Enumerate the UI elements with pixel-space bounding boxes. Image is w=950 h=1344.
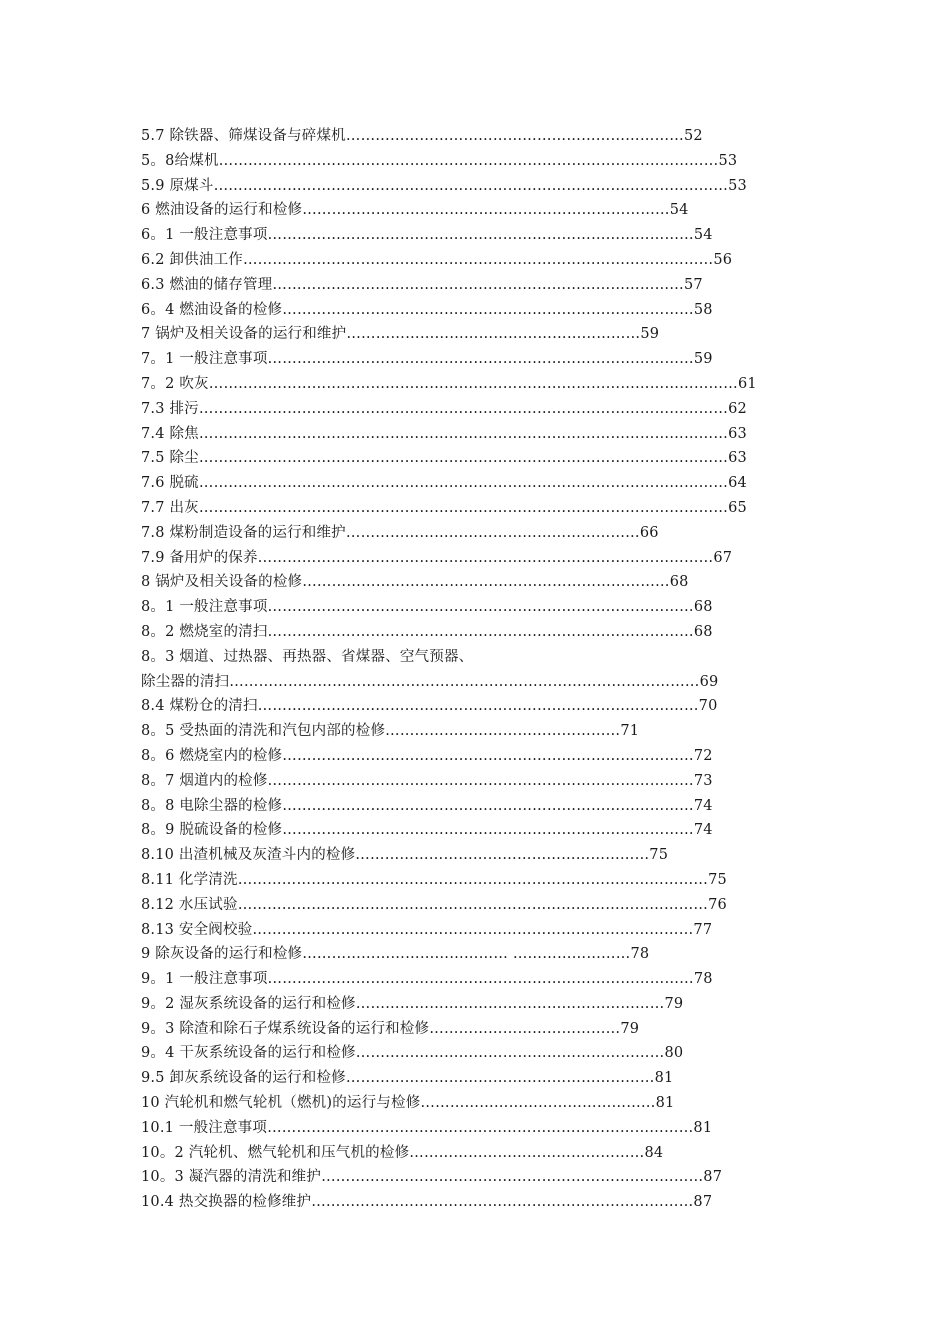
- toc-entry[interactable]: 8。8 电除尘器的检修…………………………………………………………………………74: [141, 797, 713, 814]
- toc-entry[interactable]: 9。2 湿灰系统设备的运行和检修………………………………………………………79: [141, 995, 684, 1012]
- toc-entry[interactable]: 7。2 吹灰………………………………………………………………………………………………61: [141, 375, 757, 392]
- toc-entry[interactable]: 10。2 汽轮机、燃气轮机和压气机的检修…………………………………………84: [141, 1144, 664, 1161]
- toc-entry[interactable]: 8。1 一般注意事项……………………………………………………………………………68: [141, 599, 713, 616]
- toc-entry[interactable]: 8。7 烟道内的检修……………………………………………………………………………73: [141, 772, 713, 789]
- toc-entry[interactable]: 8.12 水压试验……………………………………………………………………………………76: [141, 896, 727, 913]
- toc-entry[interactable]: 10.1 一般注意事项……………………………………………………………………………81: [141, 1119, 713, 1136]
- toc-entry[interactable]: 5.9 原煤斗……………………………………………………………………………………………53: [141, 177, 747, 194]
- toc-entry[interactable]: 6。1 一般注意事项……………………………………………………………………………54: [141, 227, 713, 244]
- toc-entry[interactable]: 9.5 卸灰系统设备的运行和检修………………………………………………………81: [141, 1070, 674, 1087]
- toc-entry[interactable]: 除尘器的清扫……………………………………………………………………………………69: [141, 673, 719, 690]
- toc-entry[interactable]: 7.9 备用炉的保养…………………………………………………………………………………67: [141, 549, 733, 566]
- toc-entry[interactable]: 7.3 排污………………………………………………………………………………………………62: [141, 400, 747, 417]
- toc-entry[interactable]: 7.4 除焦………………………………………………………………………………………………63: [141, 425, 747, 442]
- toc-entry[interactable]: 9。1 一般注意事项……………………………………………………………………………78: [141, 971, 713, 988]
- toc-entry[interactable]: 7.6 脱硫………………………………………………………………………………………………64: [141, 475, 747, 492]
- toc-entry[interactable]: 8。2 燃烧室的清扫……………………………………………………………………………68: [141, 623, 713, 640]
- toc-entry[interactable]: 9。4 干灰系统设备的运行和检修………………………………………………………80: [141, 1045, 684, 1062]
- toc-entry[interactable]: 7.5 除尘………………………………………………………………………………………………63: [141, 450, 747, 467]
- toc-entry[interactable]: 7。1 一般注意事项……………………………………………………………………………59: [141, 351, 713, 368]
- toc-entry[interactable]: 6。4 燃油设备的检修…………………………………………………………………………58: [141, 301, 713, 318]
- toc-entry[interactable]: 10 汽轮机和燃气轮机（燃机)的运行与检修…………………………………………81: [141, 1095, 675, 1112]
- toc-entry[interactable]: 8.13 安全阀校验………………………………………………………………………………77: [141, 921, 713, 938]
- toc-entry[interactable]: 9。3 除渣和除石子煤系统设备的运行和检修…………………………………79: [141, 1020, 640, 1037]
- toc-entry[interactable]: 8.11 化学清洗……………………………………………………………………………………75: [141, 871, 727, 888]
- toc-entry[interactable]: 10。3 凝汽器的清洗和维护……………………………………………………………………87: [141, 1169, 723, 1186]
- toc-entry[interactable]: 5.7 除铁器、筛煤设备与碎煤机……………………………………………………………52: [141, 128, 703, 144]
- toc-entry[interactable]: 8.10 出渣机械及灰渣斗内的检修……………………………………………………75: [141, 847, 669, 864]
- toc-entry[interactable]: 7.7 出灰………………………………………………………………………………………………65: [141, 499, 747, 516]
- toc-entry[interactable]: 8。3 烟道、过热器、再热器、省煤器、空气预器、: [141, 648, 474, 665]
- toc-entry[interactable]: 7.8 煤粉制造设备的运行和维护……………………………………………………66: [141, 524, 659, 541]
- toc-entry[interactable]: 8 锅炉及相关设备的检修…………………………………………………………………68: [141, 574, 689, 591]
- toc-entry[interactable]: 9 除灰设备的运行和检修…………………………………… ……………………78: [141, 946, 650, 963]
- toc-entry[interactable]: 6 燃油设备的运行和检修…………………………………………………………………54: [141, 202, 689, 219]
- toc-entry[interactable]: 8。6 燃烧室内的检修…………………………………………………………………………72: [141, 747, 713, 764]
- toc-entry[interactable]: 6.3 燃油的储存管理…………………………………………………………………………57: [141, 276, 703, 293]
- toc-entry[interactable]: 8。9 脱硫设备的检修…………………………………………………………………………74: [141, 822, 713, 839]
- toc-entry[interactable]: 10.4 热交换器的检修维护……………………………………………………………………87: [141, 1194, 713, 1211]
- toc-entry[interactable]: 7 锅炉及相关设备的运行和维护……………………………………………………59: [141, 326, 660, 343]
- toc-entry[interactable]: 6.2 卸供油工作……………………………………………………………………………………56: [141, 251, 733, 268]
- toc-entry[interactable]: 5。8给煤机…………………………………………………………………………………………53: [141, 152, 738, 169]
- table-of-contents: [141, 124, 757, 1215]
- toc-entry[interactable]: 8.4 煤粉仓的清扫………………………………………………………………………………70: [141, 698, 718, 715]
- toc-entry[interactable]: 8。5 受热面的清洗和汽包内部的检修…………………………………………71: [141, 723, 640, 740]
